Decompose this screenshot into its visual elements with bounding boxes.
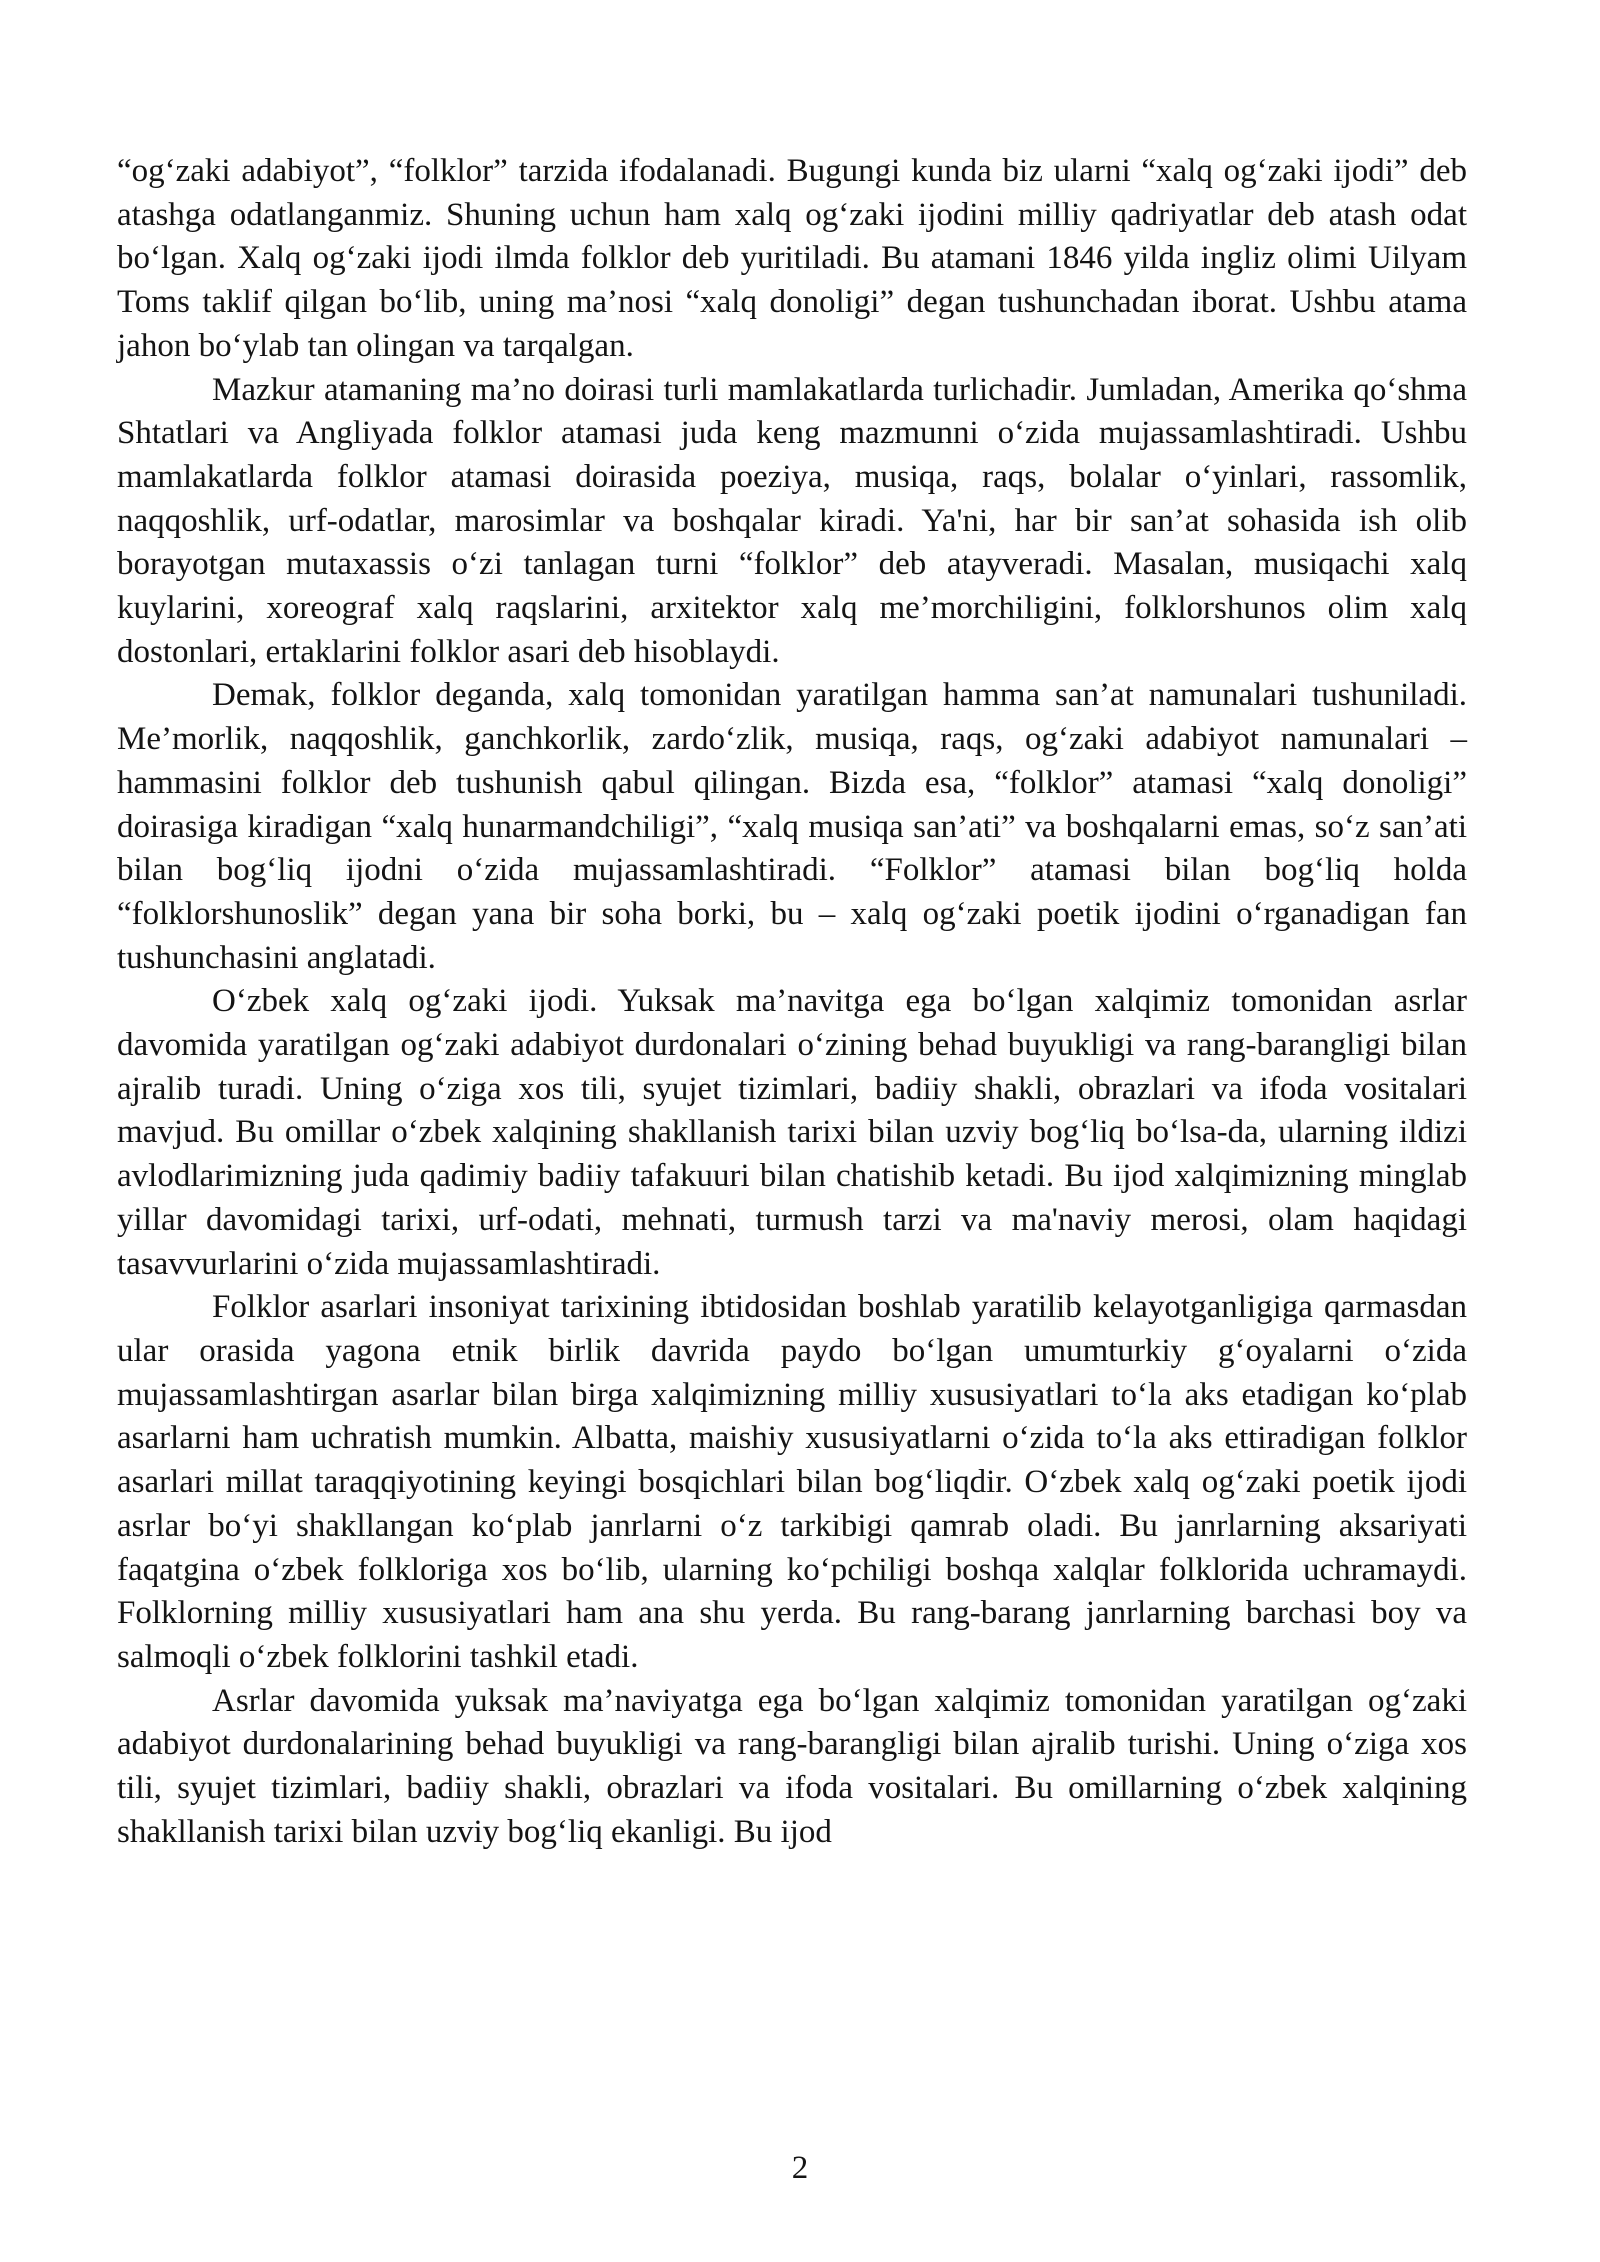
page-number: 2 [791, 2150, 809, 2186]
paragraph-4: O‘zbek xalq og‘zaki ijodi. Yuksak ma’navitga ega bo‘lgan xalqimiz tomonidan asrlar davomida yaratilgan og‘zaki adabiyot durdonalari o‘zining behad buyukligi va rang-barangligi bilan ajralib turadi. Uning o‘ziga xos tili, syujet tizimlari, badiiy shakli, obrazlari va ifoda vositalari mavjud. Bu omillar o‘zbek xalqining shakllanish tarixi bilan uzviy bog‘liq bo‘lsa-da, ularning ildizi avlodlarimizning juda qadimiy badiiy tafakuuri bilan chatishib ketadi. Bu ijod xalqimizning minglab yillar davomidagi tarixi, urf-odati, mehnati, turmush tarzi va ma'naviy merosi, olam haqidagi tasavvurlarini o‘zida mujassamlashtiradi. [117, 983, 1467, 1282]
paragraph-1: “og‘zaki adabiyot”, “folklor” tarzida ifodalanadi. Bugungi kunda biz ularni “xalq og‘zaki ijodi” deb atashga odatlanganmiz. Shuning uchun ham xalq og‘zaki ijodini milliy qadriyatlar deb atash odat bo‘lgan. Xalq og‘zaki ijodi ilmda folklor deb yuritiladi. Bu atamani 1846 yilda ingliz olimi Uilyam Toms taklif qilgan bo‘lib, uning ma’nosi “xalq donoligi” degan tushunchadan iborat. Ushbu atama jahon bo‘ylab tan olingan va tarqalgan. [117, 153, 1467, 364]
paragraph-2: Mazkur atamaning ma’no doirasi turli mamlakatlarda turlichadir. Jumladan, Amerika qo‘shma Shtatlari va Angliyada folklor atamasi juda keng mazmunni o‘zida mujassamlashtiradi. Ushbu mamlakatlarda folklor atamasi doirasida poeziya, musiqa, raqs, bolalar o‘yinlari, rassomlik, naqqoshlik, urf-odatlar, marosimlar va boshqalar kiradi. Ya'ni, har bir san’at sohasida ish olib borayotgan mutaxassis o‘zi tanlagan turni “folklor” deb atayveradi. Masalan, musiqachi xalq kuylarini, xoreograf xalq raqslarini, arxitektor xalq me’morchiligini, folklorshunos olim xalq dostonlari, ertaklarini folklor asari deb hisoblaydi. [117, 371, 1467, 670]
paragraph-6: Asrlar davomida yuksak ma’naviyatga ega bo‘lgan xalqimiz tomonidan yaratilgan og‘zaki adabiyot durdonalarining behad buyukligi va rang-barangligi bilan ajralib turishi. Uning o‘ziga xos tili, syujet tizimlari, badiiy shakli, obrazlari va ifoda vositalari. Bu omillarning o‘zbek xalqining shakllanish tarixi bilan uzviy bog‘liq ekanligi. Bu ijod [117, 1682, 1467, 1850]
document-body [117, 150, 1467, 1854]
paragraph-5: Folklor asarlari insoniyat tarixining ibtidosidan boshlab yaratilib kelayotganligiga qarmasdan ular orasida yagona etnik birlik davrida paydo bo‘lgan umumturkiy g‘oyalarni o‘zida mujassamlashtirgan asarlar bilan birga xalqimizning milliy xususiyatlari to‘la aks etadigan ko‘plab asarlarni ham uchratish mumkin. Albatta, maishiy xususiyatlarni o‘zida to‘la aks ettiradigan folklor asarlari millat taraqqiyotining keyingi bosqichlari bilan bog‘liqdir. O‘zbek xalq og‘zaki poetik ijodi asrlar bo‘yi shakllangan ko‘plab janrlarni o‘z tarkibigi qamrab oladi. Bu janrlarning aksariyati faqatgina o‘zbek folkloriga xos bo‘lib, ularning ko‘pchiligi boshqa xalqlar folklorida uchramaydi. Folklorning milliy xususiyatlari ham ana shu yerda. Bu rang-barang janrlarning barchasi boy va salmoqli o‘zbek folklorini tashkil etadi. [117, 1289, 1467, 1675]
paragraph-3: Demak, folklor deganda, xalq tomonidan yaratilgan hamma san’at namunalari tushuniladi. Me’morlik, naqqoshlik, ganchkorlik, zardo‘zlik, musiqa, raqs, og‘zaki adabiyot namunalari – hammasini folklor deb tushunish qabul qilingan. Bizda esa, “folklor” atamasi “xalq donoligi” doirasiga kiradigan “xalq hunarmandchiligi”, “xalq musiqa san’ati” va boshqalarni emas, so‘z san’ati bilan bog‘liq ijodni o‘zida mujassamlashtiradi. “Folklor” atamasi bilan bog‘liq holda “folklorshunoslik” degan yana bir soha borki, bu – xalq og‘zaki poetik ijodini o‘rganadigan fan tushunchasini anglatadi. [117, 677, 1467, 976]
